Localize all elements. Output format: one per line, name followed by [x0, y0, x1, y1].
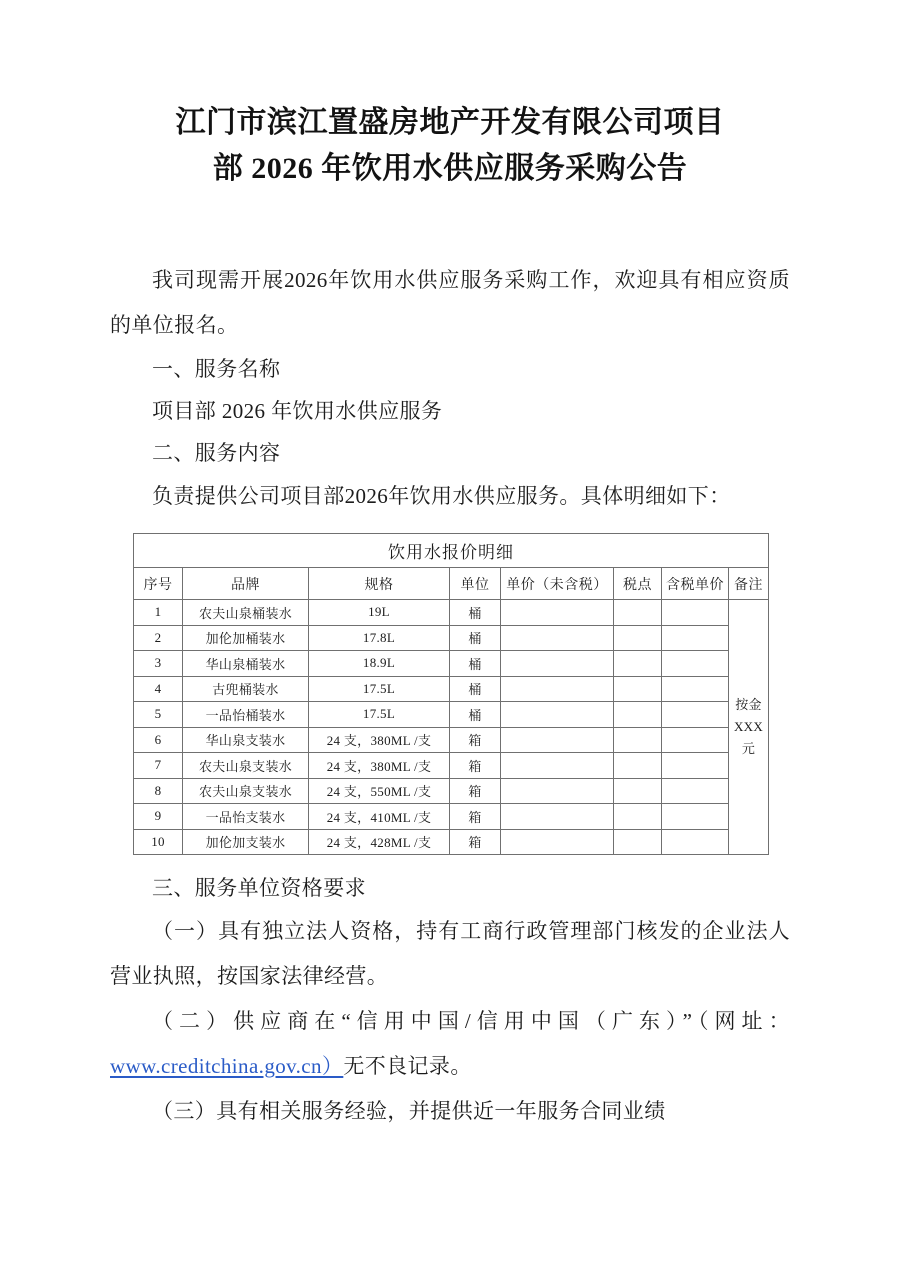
- cell-tax: [614, 804, 662, 830]
- cell-incl: [662, 676, 729, 702]
- cell-price: [501, 778, 614, 804]
- cell-tax: [614, 829, 662, 855]
- column-header-incl: 含税单价: [662, 568, 729, 600]
- cell-spec: 17.5L: [309, 676, 450, 702]
- cell-price: [501, 651, 614, 677]
- cell-brand: 一品怡支装水: [183, 804, 309, 830]
- cell-incl: [662, 651, 729, 677]
- cell-tax: [614, 651, 662, 677]
- cell-spec: 17.8L: [309, 625, 450, 651]
- creditchina-link[interactable]: www.creditchina.gov.cn）: [110, 1054, 344, 1078]
- table-row: [134, 625, 769, 651]
- table-row: [134, 778, 769, 804]
- cell-remark: [729, 600, 769, 855]
- cell-no: 2: [134, 625, 183, 651]
- page-title-line-1: 江门市滨江置盛房地产开发有限公司项目: [175, 106, 725, 139]
- cell-spec: 24 支，380ML /支: [309, 727, 450, 753]
- table-header-row: [134, 568, 769, 600]
- section-two-heading: 二、服务内容: [152, 441, 281, 465]
- cell-unit: 箱: [450, 778, 501, 804]
- column-header-price: 单价（未含税）: [501, 568, 614, 600]
- table-row: [134, 829, 769, 855]
- column-header-no: 序号: [134, 568, 183, 600]
- cell-price: [501, 702, 614, 728]
- table-body: [134, 600, 769, 855]
- cell-unit: 桶: [450, 651, 501, 677]
- table-row: [134, 753, 769, 779]
- intro-block: [110, 258, 790, 348]
- cell-spec: 24 支，410ML /支: [309, 804, 450, 830]
- cell-tax: [614, 676, 662, 702]
- section-one-body: 项目部 2026 年饮用水供应服务: [152, 399, 443, 423]
- section-three-heading: 三、服务单位资格要求: [152, 876, 366, 900]
- section-three-item-2-pre: （二）供应商在“信用中国/信用中国（广东）”（网址：: [152, 1009, 790, 1033]
- cell-unit: 箱: [450, 727, 501, 753]
- cell-spec: 18.9L: [309, 651, 450, 677]
- page-title: [110, 100, 790, 192]
- cell-no: 8: [134, 778, 183, 804]
- cell-incl: [662, 753, 729, 779]
- quotation-table: [133, 533, 769, 855]
- cell-price: [501, 676, 614, 702]
- cell-brand: 农夫山泉支装水: [183, 778, 309, 804]
- cell-unit: 箱: [450, 753, 501, 779]
- cell-tax: [614, 600, 662, 626]
- table-row: [134, 727, 769, 753]
- table-row: [134, 651, 769, 677]
- cell-spec: 24 支，380ML /支: [309, 753, 450, 779]
- cell-incl: [662, 727, 729, 753]
- table-row: [134, 676, 769, 702]
- column-header-note: 备注: [729, 568, 769, 600]
- cell-tax: [614, 702, 662, 728]
- section-two-body: 负责提供公司项目部2026年饮用水供应服务。具体明细如下：: [152, 484, 731, 508]
- cell-tax: [614, 778, 662, 804]
- column-header-unit: 单位: [450, 568, 501, 600]
- section-three-block: [110, 867, 790, 1134]
- cell-tax: [614, 727, 662, 753]
- cell-unit: 箱: [450, 829, 501, 855]
- cell-spec: 24 支，550ML /支: [309, 778, 450, 804]
- section-three-item-2: [110, 999, 790, 1089]
- column-header-spec: 规格: [309, 568, 450, 600]
- cell-unit: 桶: [450, 676, 501, 702]
- cell-incl: [662, 600, 729, 626]
- cell-no: 7: [134, 753, 183, 779]
- section-one-heading: 一、服务名称: [152, 357, 281, 381]
- cell-no: 3: [134, 651, 183, 677]
- section-three-item-3: （三）具有相关服务经验，并提供近一年服务合同业绩: [152, 1099, 666, 1123]
- cell-price: [501, 829, 614, 855]
- section-three-item-1: （一）具有独立法人资格，持有工商行政管理部门核发的企业法人营业执照，按国家法律经营。: [110, 919, 790, 988]
- cell-price: [501, 600, 614, 626]
- cell-incl: [662, 804, 729, 830]
- section-three-item-2-post: 无不良记录。: [343, 1054, 472, 1078]
- cell-spec: 17.5L: [309, 702, 450, 728]
- cell-brand: 一品怡桶装水: [183, 702, 309, 728]
- cell-no: 5: [134, 702, 183, 728]
- cell-no: 1: [134, 600, 183, 626]
- cell-tax: [614, 753, 662, 779]
- column-header-brand: 品牌: [183, 568, 309, 600]
- cell-no: 9: [134, 804, 183, 830]
- cell-spec: 24 支，428ML /支: [309, 829, 450, 855]
- table-row: [134, 804, 769, 830]
- cell-brand: 古兜桶装水: [183, 676, 309, 702]
- cell-tax: [614, 625, 662, 651]
- cell-price: [501, 804, 614, 830]
- cell-unit: 桶: [450, 600, 501, 626]
- cell-brand: 华山泉桶装水: [183, 651, 309, 677]
- table-row: [134, 702, 769, 728]
- remark-line-1: 按金: [735, 697, 762, 712]
- cell-unit: 箱: [450, 804, 501, 830]
- cell-no: 6: [134, 727, 183, 753]
- cell-price: [501, 753, 614, 779]
- cell-no: 10: [134, 829, 183, 855]
- cell-unit: 桶: [450, 702, 501, 728]
- cell-no: 4: [134, 676, 183, 702]
- cell-brand: 农夫山泉桶装水: [183, 600, 309, 626]
- cell-incl: [662, 702, 729, 728]
- document-body: [110, 100, 790, 1134]
- cell-unit: 桶: [450, 625, 501, 651]
- cell-spec: 19L: [309, 600, 450, 626]
- column-header-tax: 税点: [614, 568, 662, 600]
- cell-price: [501, 727, 614, 753]
- cell-brand: 农夫山泉支装水: [183, 753, 309, 779]
- cell-brand: 华山泉支装水: [183, 727, 309, 753]
- table-caption-row: [134, 534, 769, 568]
- cell-incl: [662, 625, 729, 651]
- cell-incl: [662, 778, 729, 804]
- cell-brand: 加伦加支装水: [183, 829, 309, 855]
- cell-brand: 加伦加桶装水: [183, 625, 309, 651]
- cell-incl: [662, 829, 729, 855]
- quotation-table-wrap: [133, 533, 768, 855]
- remark-line-2: XXX 元: [733, 719, 764, 756]
- table-caption: 饮用水报价明细: [134, 534, 769, 568]
- intro-paragraph: 我司现需开展2026年饮用水供应服务采购工作，欢迎具有相应资质的单位报名。: [110, 268, 790, 337]
- page-title-line-2: 部 2026 年饮用水供应服务采购公告: [212, 152, 688, 185]
- table-row: [134, 600, 769, 626]
- cell-price: [501, 625, 614, 651]
